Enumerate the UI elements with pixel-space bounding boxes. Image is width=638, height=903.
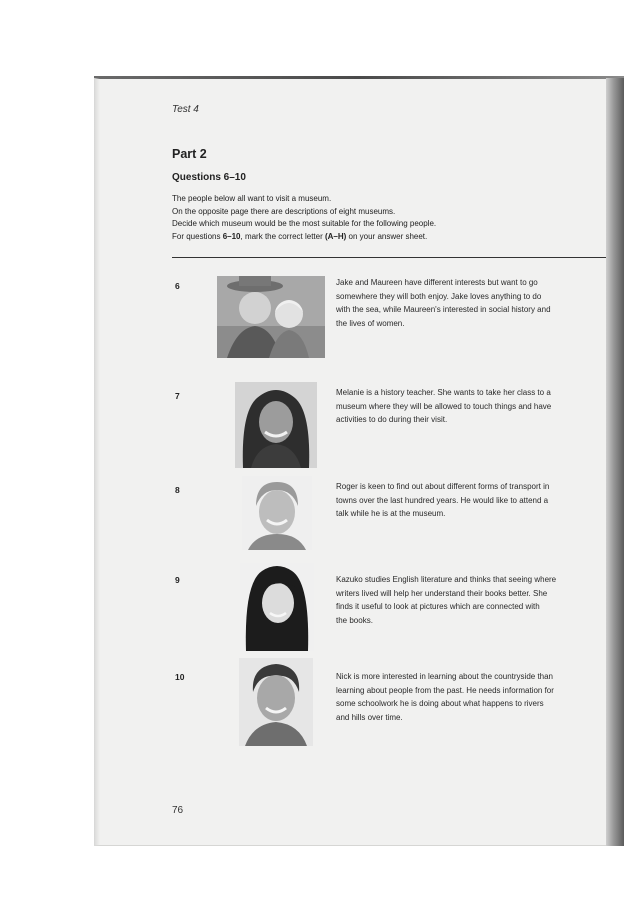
questions-range: Questions 6–10 (172, 172, 246, 183)
instruction-line (172, 231, 602, 244)
page-top-edge (94, 76, 624, 79)
question-number: 9 (175, 575, 180, 585)
question-description (336, 573, 610, 627)
melanie-photo-illustration (235, 382, 317, 468)
kazuko-photo (240, 563, 314, 651)
question-description (336, 386, 610, 427)
instruction-text: on your answer sheet. (346, 231, 428, 241)
description-line: with the sea, while Maureen's interested in social history and (336, 305, 551, 314)
instruction-text: For questions (172, 231, 223, 241)
question-number: 6 (175, 281, 180, 291)
question-description (336, 670, 610, 724)
description-line: Jake and Maureen have different interests but want to go (336, 278, 538, 287)
description-line: towns over the last hundred years. He would like to attend a (336, 495, 549, 505)
question-10 (172, 658, 612, 750)
question-6 (172, 276, 612, 366)
divider-rule (172, 257, 606, 258)
description-line: the books. (336, 615, 373, 625)
description-line: and hills over time. (336, 712, 403, 722)
instruction-line: On the opposite page there are descriptions of eight museums. (172, 206, 396, 216)
page-left-shadow (94, 78, 100, 846)
roger-photo-illustration (242, 476, 312, 550)
part-title: Part 2 (172, 147, 207, 161)
instruction-text: , mark the correct letter (240, 231, 325, 241)
description-line: somewhere they will both enjoy. Jake loves anything to do (336, 291, 542, 301)
question-9 (172, 563, 612, 653)
description-line: Melanie is a history teacher. She wants to take her class to a (336, 388, 551, 397)
roger-photo (242, 476, 312, 550)
instruction-line: The people below all want to visit a museum. (172, 194, 332, 203)
description-line: finds it useful to look at pictures which are connected with (336, 602, 540, 611)
description-line: talk while he is at the museum. (336, 509, 446, 518)
description-line: Kazuko studies English literature and thinks that seeing where (336, 575, 557, 584)
description-line: writers lived will help her understand their books better. She (336, 588, 548, 598)
description-line: Nick is more interested in learning about the countryside than (336, 672, 554, 681)
couple-photo-illustration (217, 276, 325, 358)
question-description (336, 276, 610, 330)
melanie-photo (235, 382, 317, 468)
kazuko-photo-illustration (240, 563, 314, 651)
instructions (172, 193, 602, 243)
description-line: activities to do during their visit. (336, 415, 448, 424)
question-description (336, 480, 610, 521)
description-line: some schoolwork he is doing about what happens to rivers (336, 699, 544, 708)
nick-photo (239, 658, 313, 746)
question-8 (172, 476, 612, 566)
description-line: learning about people from the past. He needs information for (336, 685, 554, 695)
description-line: Roger is keen to find out about different forms of transport in (336, 482, 550, 491)
instruction-bold: 6–10 (222, 231, 241, 241)
description-line: museum where they will be allowed to touch things and have (336, 401, 552, 411)
couple-photo (217, 276, 325, 358)
question-number: 10 (175, 672, 185, 682)
question-number: 7 (175, 391, 180, 401)
page-number: 76 (172, 805, 184, 816)
nick-photo-illustration (239, 658, 313, 746)
question-7 (172, 382, 612, 472)
question-number: 8 (175, 485, 180, 495)
description-line: the lives of women. (336, 318, 405, 328)
test-label: Test 4 (172, 104, 199, 115)
instruction-bold: (A–H) (324, 231, 347, 241)
instruction-line: Decide which museum would be the most suitable for the following people. (172, 219, 437, 228)
